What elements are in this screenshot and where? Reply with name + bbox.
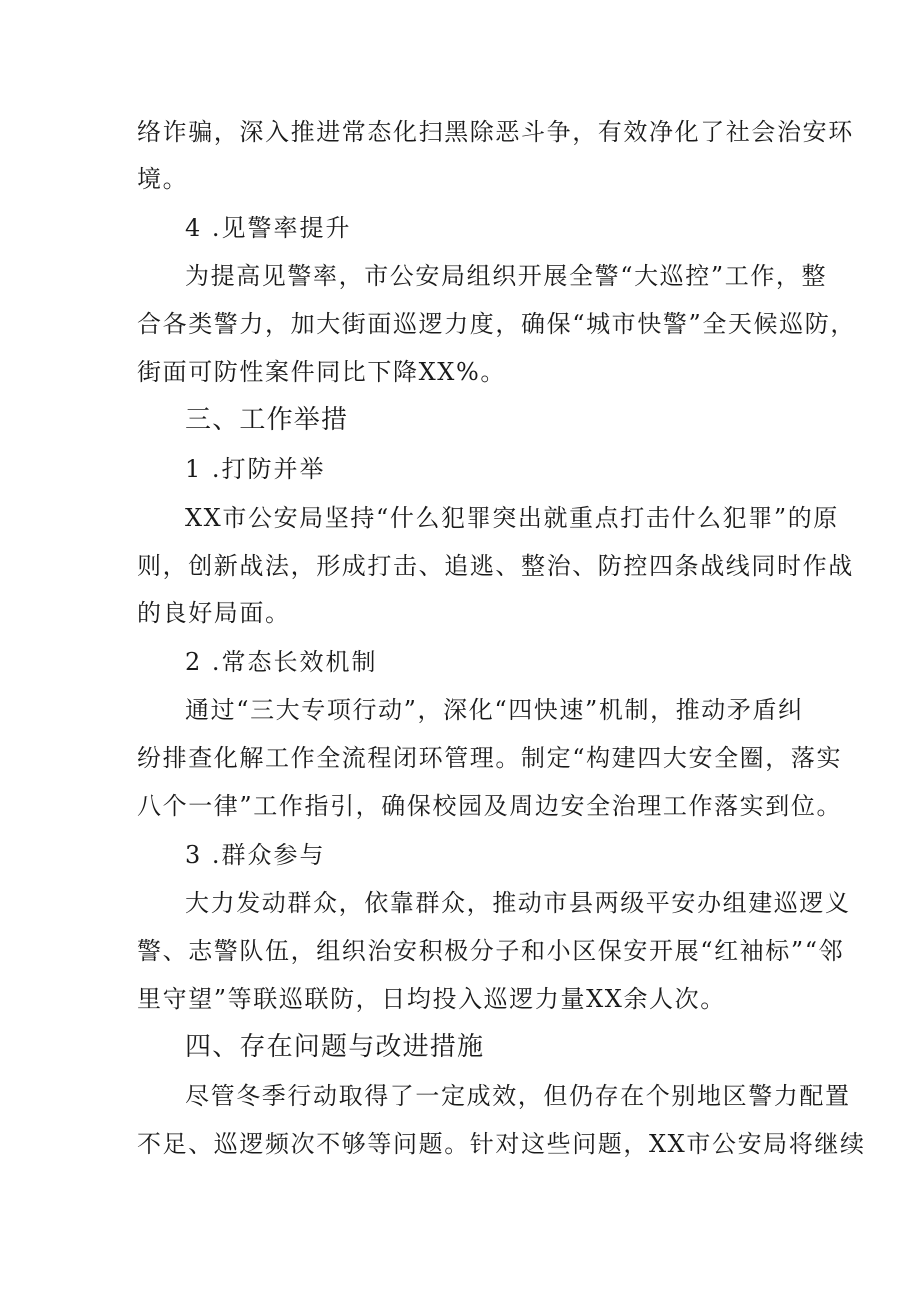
section-heading-work-measures: 三、工作举措: [185, 405, 349, 435]
body-text-line: 大力发动群众，依靠群众，推动市县两级平安办组建巡逻义: [185, 889, 851, 917]
body-text-line: 为提高见警率，市公安局组织开展全警“大巡控”工作，整: [185, 262, 828, 290]
body-text-line: 的良好局面。: [137, 599, 291, 627]
body-text-line: XX市公安局坚持“什么犯罪突出就重点打击什么犯罪”的原: [185, 504, 839, 532]
body-text-line: 纷排查化解工作全流程闭环管理。制定“构建四大安全圈，落实: [137, 744, 843, 772]
body-text-line: 络诈骗，深入推进常态化扫黑除恶斗争，有效净化了社会治安环: [137, 118, 854, 146]
subheading-public-participation: 3 .群众参与: [185, 841, 326, 869]
body-text-line: 街面可防性案件同比下降XX%。: [137, 358, 506, 386]
subheading-visibility-rate: 4 .见警率提升: [185, 214, 352, 242]
body-text-line: 里守望”等联巡联防，日均投入巡逻力量XX余人次。: [137, 985, 726, 1013]
body-text-line: 尽管冬季行动取得了一定成效，但仍存在个别地区警力配置: [185, 1082, 851, 1110]
body-text-line: 则，创新战法，形成打击、追逃、整治、防控四条战线同时作战: [137, 552, 854, 580]
body-text-line: 境。: [137, 165, 189, 193]
body-text-line: 合各类警力，加大街面巡逻力度，确保“城市快警”全天候巡防，: [137, 310, 856, 338]
body-text-line: 八个一律”工作指引，确保校园及周边安全治理工作落实到位。: [137, 792, 843, 820]
body-text-line: 不足、巡逻频次不够等问题。针对这些问题，XX市公安局将继续: [137, 1130, 866, 1158]
body-text-line: 通过“三大专项行动”，深化“四快速”机制，推动矛盾纠: [185, 696, 804, 724]
body-text-line: 警、志警队伍，组织治安积极分子和小区保安开展“红袖标”“邻: [137, 937, 845, 965]
subheading-strike-prevent: 1 .打防并举: [185, 455, 326, 483]
section-heading-problems-improvements: 四、存在问题与改进措施: [185, 1032, 485, 1062]
subheading-long-term-mechanism: 2 .常态长效机制: [185, 648, 378, 676]
